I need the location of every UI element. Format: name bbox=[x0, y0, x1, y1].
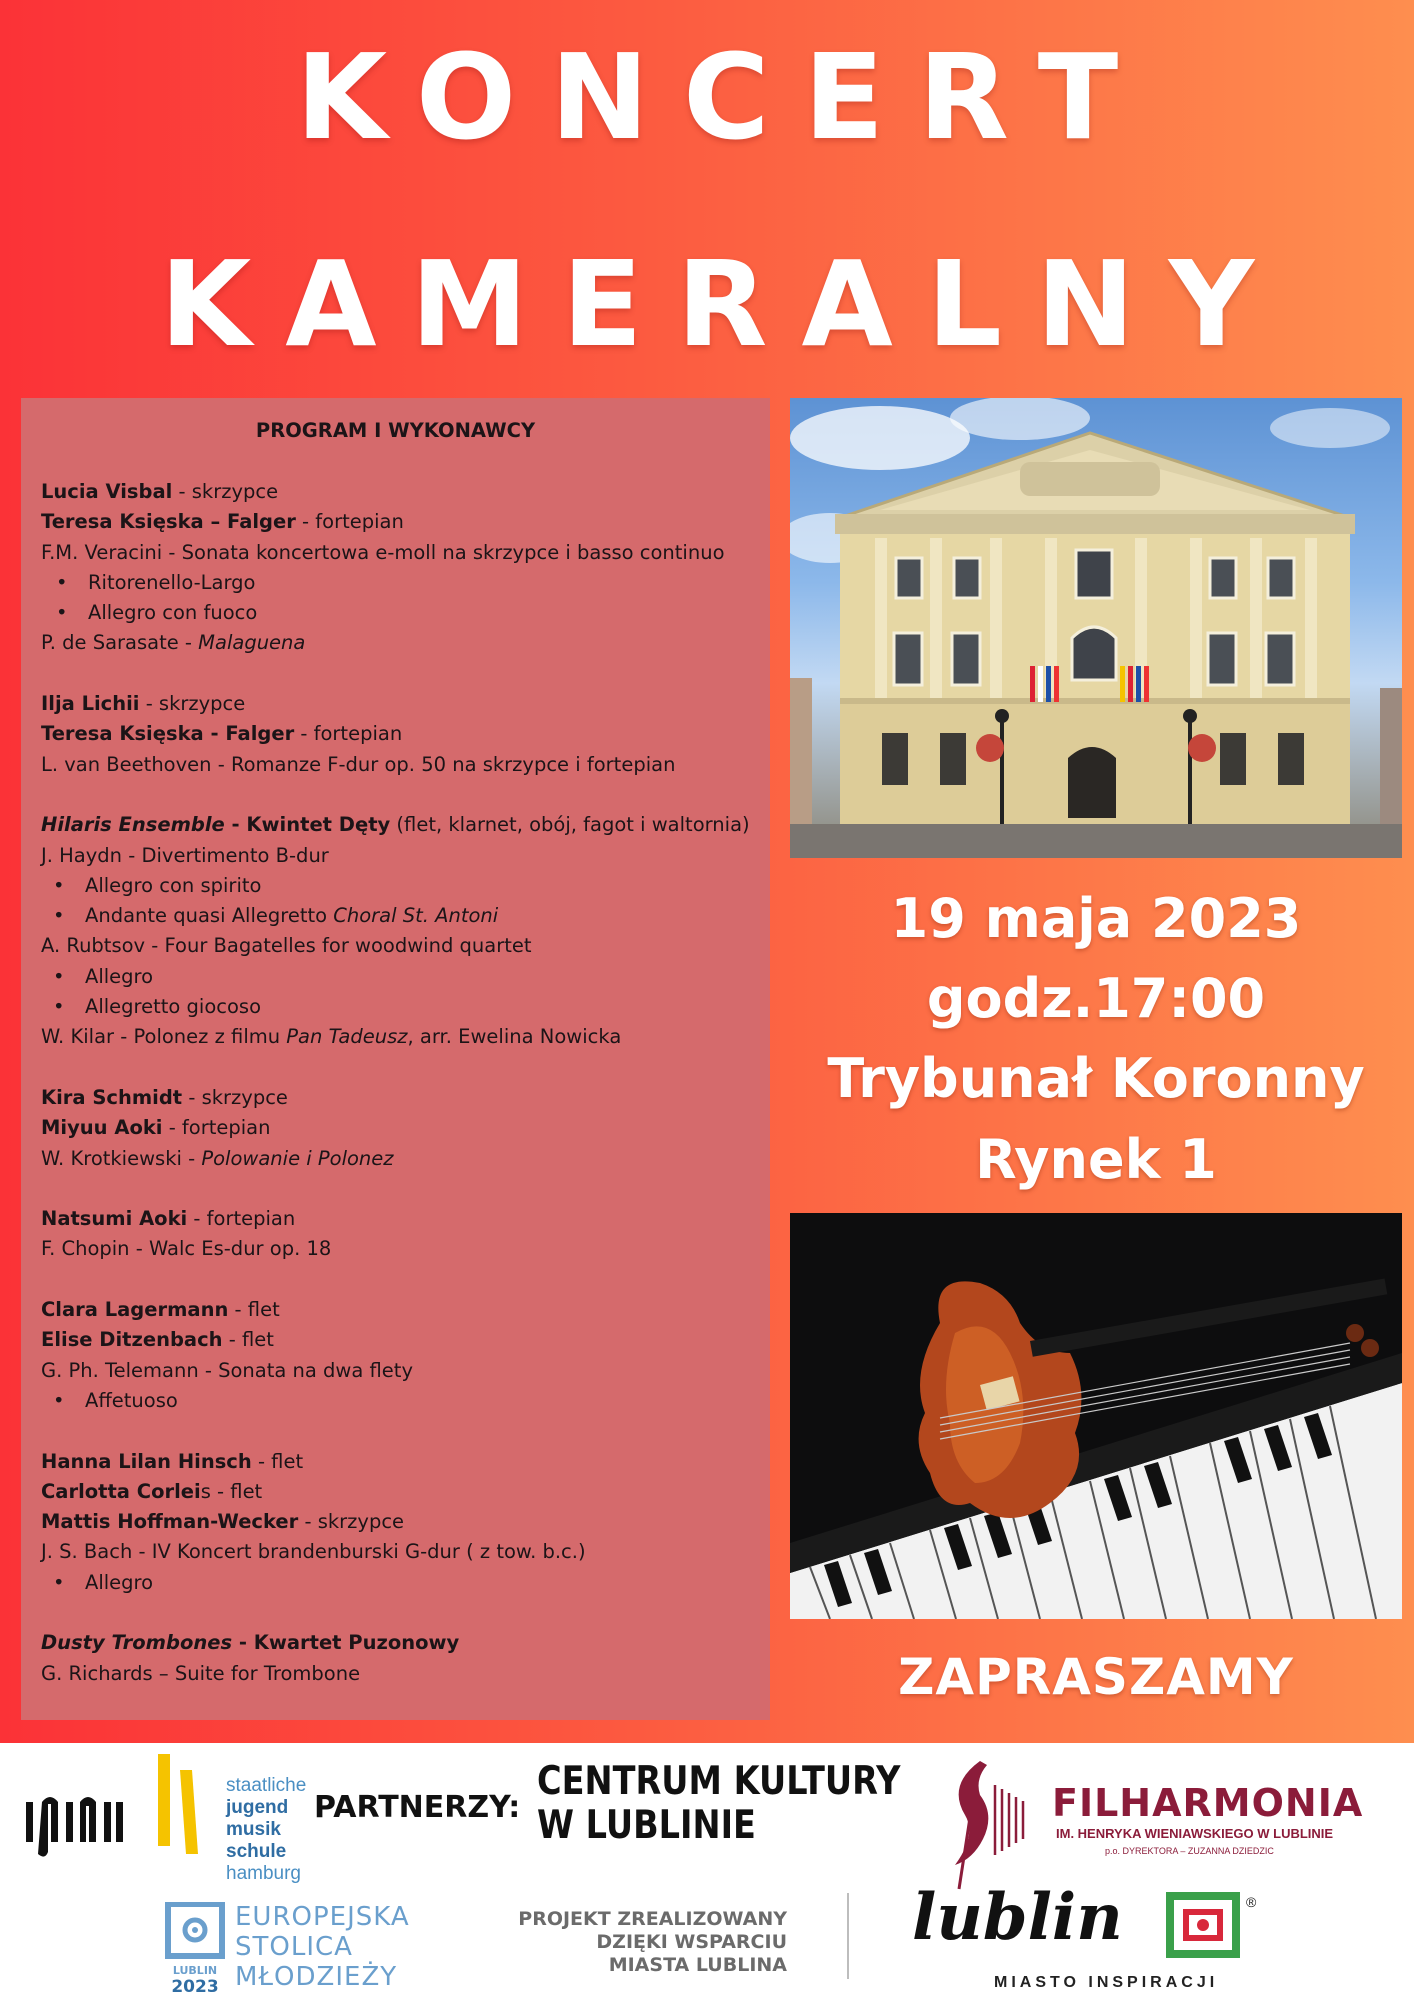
program-text: W. Krotkiewski - bbox=[41, 1146, 202, 1170]
performer-name: Lucia Visbal bbox=[41, 480, 173, 503]
program-text: Ritorenello-Largo bbox=[88, 570, 256, 594]
program-line bbox=[41, 1325, 750, 1355]
performer-name: Teresa Księska – Falger bbox=[41, 510, 296, 534]
project-support-text: PROJEKT ZREALIZOWANY DZIĘKI WSPARCIU MIASTA LUBLINA bbox=[518, 1908, 787, 1976]
town-hall-photo bbox=[790, 398, 1402, 858]
program-text: - skrzypce bbox=[298, 1510, 405, 1534]
program-text: Allegro con fuoco bbox=[88, 601, 258, 625]
performer-name: Ilja Lichii bbox=[41, 692, 140, 716]
work-title: Choral St. Antoni bbox=[333, 904, 499, 928]
program-line bbox=[41, 1507, 750, 1537]
program-line bbox=[41, 1295, 750, 1325]
performer-name: Miyuu Aoki bbox=[41, 1116, 163, 1140]
title-line-1: KONCERT bbox=[295, 28, 1153, 166]
centrum-kultury-logo: CENTRUM KULTURY W LUBLINIE bbox=[537, 1759, 901, 1848]
program-line bbox=[41, 1628, 750, 1658]
program-text: W. Kilar - Polonez z filmu bbox=[41, 1025, 287, 1049]
invite-text: ZAPRASZAMY bbox=[898, 1648, 1294, 1706]
program-text: F.M. Veracini - Sonata koncertowa e-moll na skrzypce i basso continuo bbox=[41, 540, 725, 564]
program-text: - skrzypce bbox=[172, 480, 279, 503]
program-movement bbox=[41, 1568, 750, 1598]
program-line bbox=[41, 1022, 750, 1052]
program-line bbox=[41, 841, 750, 871]
program-text: G. Ph. Telemann - Sonata na dwa flety bbox=[41, 1358, 413, 1382]
program-text: Allegro con spirito bbox=[85, 873, 262, 897]
program-text: (flet, klarnet, obój, fagot i waltornia) bbox=[390, 813, 750, 837]
esm-logo-icon bbox=[164, 1902, 226, 1994]
program-line bbox=[41, 1356, 750, 1386]
jms-logo-icon bbox=[152, 1750, 212, 1860]
program-line bbox=[41, 628, 750, 658]
performer-name: Natsumi Aoki bbox=[41, 1207, 188, 1231]
program-text: Andante quasi Allegretto bbox=[85, 904, 334, 928]
program-text: Allegretto giocoso bbox=[85, 995, 262, 1019]
bullet-icon: • bbox=[53, 1388, 65, 1412]
event-time: godz.17:00 bbox=[926, 967, 1266, 1030]
program-line bbox=[41, 538, 750, 568]
event-venue: Trybunał Koronny bbox=[827, 1047, 1365, 1110]
title-line-2: KAMERALNY bbox=[159, 235, 1289, 373]
bullet-icon: • bbox=[53, 873, 65, 897]
program-text: - flet bbox=[251, 1449, 304, 1473]
bullet-icon: • bbox=[56, 601, 68, 625]
town-hall-illustration bbox=[790, 398, 1402, 858]
filharmonia-logo-icon bbox=[925, 1755, 1035, 1895]
program-heading: PROGRAM I WYKONAWCY bbox=[255, 419, 536, 442]
program-line bbox=[41, 1113, 750, 1143]
filharmonia-title: FILHARMONIA bbox=[1052, 1781, 1364, 1825]
performer-name: Carlotta Corlei bbox=[41, 1479, 201, 1503]
program-movement bbox=[41, 962, 750, 992]
program-line bbox=[41, 1083, 750, 1113]
program-movement bbox=[41, 992, 750, 1022]
program-line bbox=[41, 1659, 750, 1689]
lublin-logo-icon bbox=[1166, 1892, 1242, 1960]
program-spacer bbox=[41, 1265, 750, 1295]
program-text: - skrzypce bbox=[182, 1085, 288, 1109]
program-spacer bbox=[41, 1174, 750, 1204]
lublin-logo-wordmark: lublin bbox=[912, 1880, 1123, 1955]
program-spacer bbox=[41, 659, 750, 689]
violin-piano-illustration bbox=[790, 1213, 1402, 1619]
program-line bbox=[41, 507, 750, 537]
violin-piano-photo bbox=[790, 1213, 1402, 1619]
filharmonia-subtitle: IM. HENRYKA WIENIAWSKIEGO W LUBLINIE bbox=[1056, 1826, 1334, 1841]
program-line bbox=[41, 1234, 750, 1264]
partners-label: PARTNERZY: bbox=[314, 1790, 521, 1825]
program-text: F. Chopin - Walc Es-dur op. 18 bbox=[41, 1237, 332, 1261]
program-line bbox=[41, 689, 750, 719]
program-line bbox=[41, 1477, 750, 1507]
program-text: Allegro bbox=[85, 1570, 154, 1594]
bullet-icon: • bbox=[53, 964, 65, 988]
performer-name: Elise Ditzenbach bbox=[41, 1328, 223, 1352]
program-line bbox=[41, 719, 750, 749]
program-movement bbox=[41, 1386, 750, 1416]
program-text: - fortepian bbox=[295, 510, 404, 534]
program-movement bbox=[41, 871, 750, 901]
program-text: - flet bbox=[222, 1328, 274, 1352]
performer-name: Kira Schmidt bbox=[41, 1085, 183, 1109]
bullet-icon: • bbox=[53, 995, 65, 1019]
work-title: Malaguena bbox=[198, 631, 306, 655]
event-address: Rynek 1 bbox=[975, 1128, 1217, 1191]
performer-name: Dusty Trombones bbox=[41, 1631, 233, 1655]
program-movement bbox=[41, 598, 750, 628]
hfm-logo-icon bbox=[20, 1782, 130, 1862]
work-title: Polowanie i Polonez bbox=[201, 1146, 394, 1170]
program-text: s - flet bbox=[200, 1479, 263, 1503]
program-line bbox=[41, 931, 750, 961]
lublin-logo-tagline: MIASTO INSPIRACJI bbox=[994, 1974, 1219, 1991]
program-text: - skrzypce bbox=[139, 692, 246, 716]
bullet-icon: • bbox=[53, 1570, 65, 1594]
program-text: - fortepian bbox=[162, 1116, 271, 1140]
performer-name: Teresa Księska - Falger bbox=[41, 722, 295, 746]
program-text: , arr. Ewelina Nowicka bbox=[407, 1025, 622, 1049]
program-list bbox=[41, 477, 750, 1689]
program-text: Affetuoso bbox=[85, 1388, 178, 1412]
program-text: - fortepian bbox=[187, 1207, 296, 1231]
program-text: J. S. Bach - IV Koncert brandenburski G-dur ( z tow. b.c.) bbox=[41, 1540, 586, 1564]
program-spacer bbox=[41, 1416, 750, 1446]
program-text: P. de Sarasate - bbox=[41, 631, 199, 655]
program-movement bbox=[41, 568, 750, 598]
program-panel bbox=[21, 398, 770, 1720]
program-text: Allegro bbox=[85, 964, 154, 988]
work-title: Pan Tadeusz bbox=[286, 1025, 408, 1049]
performer-name: - Kwintet Dęty bbox=[224, 813, 391, 837]
jms-logo-text: staatliche jugend musik schule hamburg bbox=[226, 1775, 307, 1884]
esm-badge-year: 2023 bbox=[171, 1977, 219, 1994]
program-line bbox=[41, 1447, 750, 1477]
esm-logo-text: EUROPEJSKA STOLICA MŁODZIEŻY bbox=[235, 1902, 410, 1992]
performer-name: - Kwartet Puzonowy bbox=[232, 1631, 460, 1655]
bullet-icon: • bbox=[56, 570, 68, 594]
registered-mark: ® bbox=[1246, 1894, 1257, 1910]
performer-name: Hanna Lilan Hinsch bbox=[41, 1449, 252, 1473]
program-text: - fortepian bbox=[294, 722, 403, 746]
program-line bbox=[41, 477, 750, 507]
program-line bbox=[41, 1204, 750, 1234]
performer-name: Clara Lagermann bbox=[41, 1298, 229, 1322]
program-text: A. Rubtsov - Four Bagatelles for woodwind quartet bbox=[41, 934, 532, 958]
footer-divider bbox=[847, 1893, 849, 1979]
program-spacer bbox=[41, 1053, 750, 1083]
program-text: G. Richards – Suite for Trombone bbox=[41, 1661, 361, 1685]
program-line bbox=[41, 1537, 750, 1567]
esm-badge-city: LUBLIN bbox=[172, 1964, 218, 1977]
program-spacer bbox=[41, 780, 750, 810]
performer-name: Mattis Hoffman-Wecker bbox=[41, 1510, 299, 1534]
bullet-icon: • bbox=[53, 904, 65, 928]
program-text: L. van Beethoven - Romanze F-dur op. 50 na skrzypce i fortepian bbox=[41, 752, 676, 776]
program-text: - flet bbox=[228, 1298, 280, 1322]
program-line bbox=[41, 750, 750, 780]
program-movement bbox=[41, 901, 750, 931]
program-spacer bbox=[41, 1598, 750, 1628]
program-line bbox=[41, 1144, 750, 1174]
filharmonia-director: p.o. DYREKTORA – ZUZANNA DZIEDZIC bbox=[1105, 1846, 1274, 1856]
program-line bbox=[41, 810, 750, 840]
program-text: J. Haydn - Divertimento B-dur bbox=[41, 843, 329, 867]
event-date: 19 maja 2023 bbox=[890, 887, 1302, 950]
performer-name: Hilaris Ensemble bbox=[41, 813, 225, 837]
